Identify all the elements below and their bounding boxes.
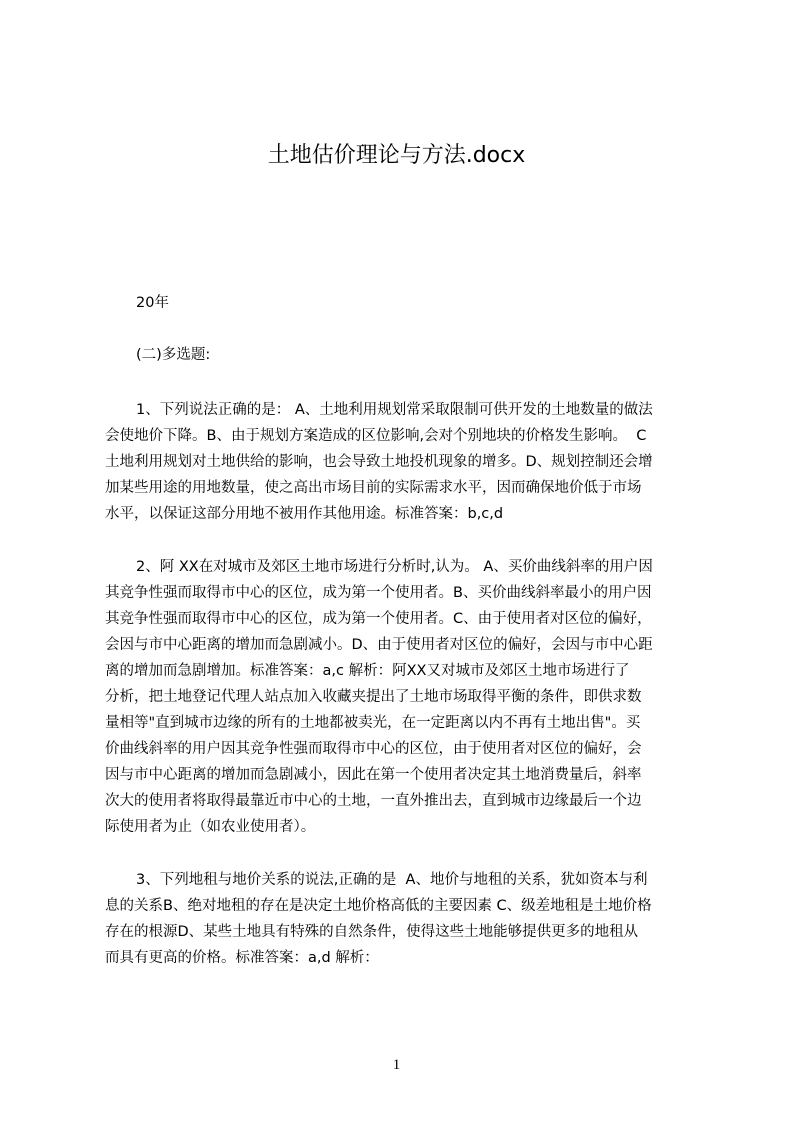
question-line: 其竞争性强而取得市中心的区位，成为第一个使用者。B、买价曲线斜率最小的用户因 [105, 585, 652, 601]
question-line: 土地利用规划对土地供给的影响，也会导致土地投机现象的增多。D、规划控制还会增 [105, 454, 653, 470]
question-line: 会使地价下降。B、由于规划方案造成的区位影响,会对个别地块的价格发生影响。 C [105, 428, 647, 444]
question-line: 分析，把土地登记代理人站点加入收藏夹提出了土地市场取得平衡的条件，即供求数 [105, 689, 642, 705]
question-line: 水平，以保证这部分用地不被用作其他用途。标准答案：b,c,d [105, 506, 504, 522]
question-line: 息的关系B、绝对地租的存在是决定土地价格高低的主要因素 C、级差地租是土地价格 [105, 898, 652, 914]
question-line: 1、下列说法正确的是： A、土地利用规划常采取限制可供开发的土地数量的做法 [136, 402, 653, 418]
page-number: 1 [392, 1057, 401, 1073]
question-line: 其竞争性强而取得市中心的区位，成为第一个使用者。C、由于使用者对区位的偏好， [105, 611, 652, 627]
question-line: 存在的根源D、某些土地具有特殊的自然条件，使得这些土地能够提供更多的地租从 [105, 924, 639, 940]
question-line: 会因与市中心距离的增加而急剧减小。D、由于使用者对区位的偏好，会因与市中心距 [105, 637, 653, 653]
question-line: 而具有更高的价格。标准答案：a,d 解析： [105, 950, 379, 966]
question-line: 际使用者为止（如农业使用者）。 [105, 819, 316, 835]
document-title: 土地估价理论与方法.docx [267, 143, 526, 168]
question-line: 离的增加而急剧增加。标准答案：a,c 解析：阿XX又对城市及郊区土地市场进行了 [105, 663, 630, 679]
question-line: 因与市中心距离的增加而急剧减小，因此在第一个使用者决定其土地消费量后，斜率 [105, 767, 642, 783]
year-line: 20年 [136, 295, 169, 311]
question-line: 3、下列地租与地价关系的说法,正确的是 A、地价与地租的关系，犹如资本与利 [136, 872, 648, 888]
question-line: 2、阿 XX在对城市及郊区土地市场进行分析时,认为。 A、买价曲线斜率的用户因 [136, 559, 653, 575]
question-line: 次大的使用者将取得最靠近市中心的土地，一直外推出去，直到城市边缘最后一个边 [105, 793, 642, 809]
question-line: 量相等"直到城市边缘的所有的土地都被卖光，在一定距离以内不再有土地出售"。买 [105, 715, 641, 731]
question-line: 价曲线斜率的用户因其竞争性强而取得市中心的区位，由于使用者对区位的偏好，会 [105, 741, 642, 757]
section-heading: (二)多选题: [136, 347, 211, 363]
question-line: 加某些用途的用地数量，使之高出市场目前的实际需求水平，因而确保地价低于市场 [105, 480, 642, 496]
